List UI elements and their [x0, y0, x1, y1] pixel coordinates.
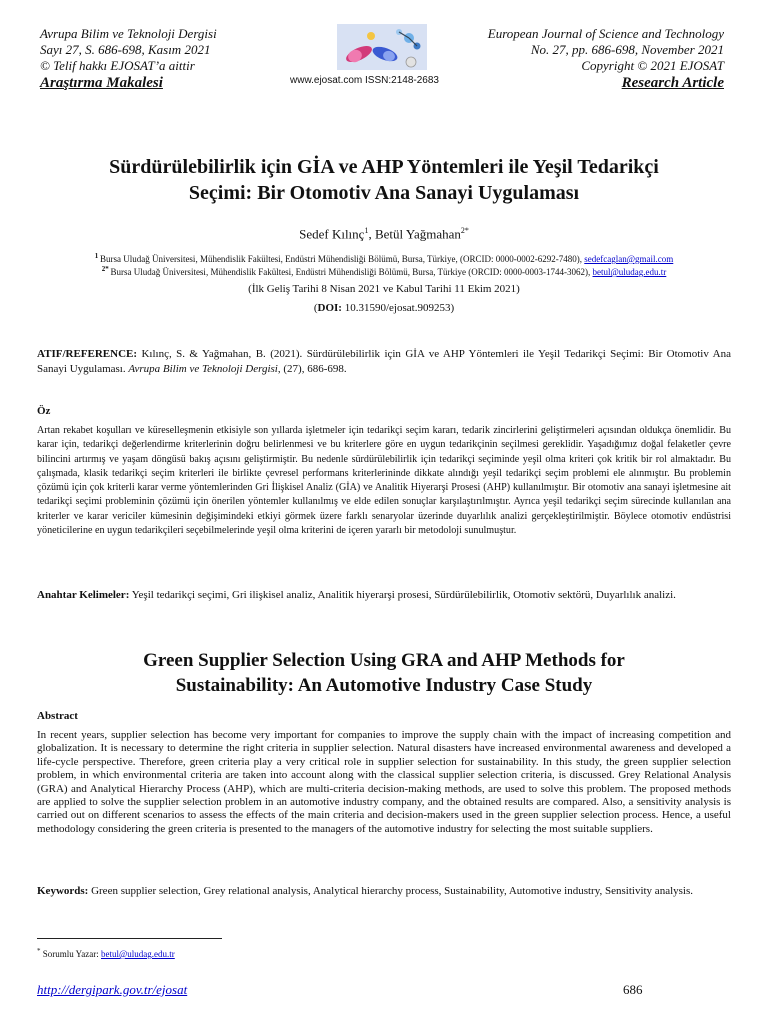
author-list — [40, 226, 728, 242]
molecules-pills-logo-icon — [337, 24, 427, 70]
affiliation-text: Bursa Uludağ Üniversitesi, Mühendislik Fakültesi, Endüstri Mühendisliği Bölümü, Bursa, Türkiye, (ORCID: 0000-0002-6292-7480), — [99, 254, 585, 264]
copyright-tr: © Telif hakkı EJOSAT’a aittir — [40, 58, 195, 73]
footnote-rule — [37, 938, 222, 939]
footnote — [37, 947, 175, 959]
doi-value: 10.31590/ejosat.909253) — [341, 302, 455, 314]
keywords-en-label: Keywords: — [37, 885, 89, 897]
submission-dates: (İlk Geliş Tarihi 8 Nisan 2021 ve Kabul Tarihi 11 Ekim 2021) — [248, 283, 520, 295]
footer-url-link[interactable]: http://dergipark.gov.tr/ejosat — [37, 982, 188, 997]
title-tr-line-2: Seçimi: Bir Otomotiv Ana Sanayi Uygulaması — [188, 182, 580, 204]
author-sup: 2* — [460, 226, 469, 235]
abstract-text: In recent years, supplier selection has become very important for companies to improve the supply chain with the impact of increasing competition and globalization. It is necessary to determine the right criteria in supplier selection. Natural disasters have increased environmental awareness and developed a life-cycle perspective. Therefore, green criteria play a very critical role in supplier selection for sustainability. In this study, the green supplier selection problem, in which environmental criteria are taken into account along with the classical supplier selection criteria, is discussed. Grey Relational Analysis (GRA) and Analytical Hierarchy Process (AHP), which are multi-criteria decision-making methods, are used to solve this problem. The proposed methods are applied to solve the supplier selection problem in an automotive industry company, and the obtained results are compared. Also, a sensitivity analysis is carried out on different scenarios to assess the effects of the main criteria and decision-makers used in the green supplier selection process. Hence, a useful methodology considering the green criteria is presented to the managers of the automotive industry for selecting the most suitable suppliers. — [37, 729, 731, 835]
oz-text: Artan rekabet koşulları ve küreselleşmenin etkisiyle son yıllarda işletmeler için tedarikçi seçim kararı, tedarik zincirlerini geliştirmeleri açısından oldukça önemlidir. Bu karar için, tedarikçi değerlendirme kriterlerinin doğru belirlenmesi ve bu kriterlere göre en uygun tedarikçinin seçilmesi gereklidir. Yaşadığımız doğal felaketler çevre bilincini artırmış ve yaşam döngüsü bakış açısını geliştirmiştir. Bu nedenle sürdürülebilirlik için tedarikçi seçiminde yeşil olma kriteri çok kritik bir rol almaktadır. Bu çalışmada, klasik tedarikçi seçim kriterleri ile birlikte çevresel performans kriterlerininde dikkate alındığı yeşil tedarikçi seçim problemi ele alınmıştır. Bu problemin çözümü için çok kriterli karar verme yöntemlerinden Gri İlişkisel Analiz (GİA) ve Analitik Hiyerarşi Prosesi (AHP) kullanılmıştır. Bir otomotiv ana sanayi işletmesine ait tedarikçi seçimi probleminin çözümü için önerilen yöntemler kullanılmış ve elde edilen sonuçlar karşılaştırılmıştır. Ayrıca yeşil tedarikçi seçim sürecinde kullanılan ana kriterler ve karar vericiler kümesinin değişimindeki etkiyi görmek üzere farklı senaryolar üzerinde duyarlılık analizi gerçekleştirilmiştir. Böylece otomotiv endüstrisi yöneticilerine en uygun tedarikçileri seçebilmelerinde yeşil olma kriterini de içeren yararlı bir metodoloji sunulmuştur. — [37, 425, 731, 537]
journal-name-tr: Avrupa Bilim ve Teknoloji Dergisi — [40, 26, 217, 41]
citation-tail: , (27), 686-698. — [277, 362, 347, 375]
journal-name-en: European Journal of Science and Technology — [487, 26, 724, 41]
journal-header-en — [488, 26, 724, 91]
issue-info-tr: Sayı 27, S. 686-698, Kasım 2021 — [40, 42, 211, 57]
doi-open: ( — [313, 302, 318, 314]
keywords-tr-label: Anahtar Kelimeler: — [37, 589, 130, 601]
citation-block — [37, 347, 731, 376]
doi-line — [40, 302, 728, 314]
footnote-label: Sorumlu Yazar: — [40, 949, 101, 959]
keywords-en-text: Green supplier selection, Grey relational analysis, Analytical hierarchy process, Sustainability, Automotive industry, Sensitivity analysis. — [88, 885, 693, 897]
title-tr — [40, 154, 728, 206]
email-link[interactable]: betul@uludag.edu.tr — [592, 267, 667, 277]
title-en — [40, 648, 728, 698]
title-en-line-1: Green Supplier Selection Using GRA and AHP Methods for — [143, 650, 625, 671]
footnote-email-link[interactable]: betul@uludag.edu.tr — [101, 949, 175, 959]
footnote-sup: * — [37, 947, 41, 955]
issue-info-en: No. 27, pp. 686-698, November 2021 — [530, 42, 724, 57]
author-name: Sedef Kılınç — [299, 226, 365, 242]
affiliation-text: Bursa Uludağ Üniversitesi, Mühendislik Fakültesi, Endüstri Mühendisliği Bölümü, Bursa, Türkiye (ORCID: 0000-0003-1744-3062), — [110, 267, 593, 277]
abstract-heading: Abstract — [37, 710, 78, 722]
journal-header-tr — [40, 26, 217, 91]
citation-label: ATIF/REFERENCE: — [37, 348, 138, 360]
title-en-line-2: Sustainability: An Automotive Industry Case Study — [175, 675, 593, 696]
copyright-en: Copyright © 2021 EJOSAT — [581, 58, 724, 73]
keywords-tr-text: Yeşil tedarikçi seçimi, Gri ilişkisel analiz, Analitik hiyerarşi prosesi, Sürdürülebilirlik, Otomotiv sektörü, Duyarlılık analizi. — [129, 589, 676, 601]
title-tr-line-1: Sürdürülebilirlik için GİA ve AHP Yöntemleri ile Yeşil Tedarikçi — [109, 156, 659, 178]
author-name: Betül Yağmahan — [374, 226, 461, 242]
doi-label: DOI: — [317, 302, 342, 314]
keywords-tr — [37, 588, 731, 602]
affiliation-sup: 2* — [101, 265, 111, 273]
affiliation-2 — [40, 263, 728, 278]
email-link[interactable]: sedefcaglan@gmail.com — [584, 254, 674, 264]
page-number: 686 — [623, 982, 643, 997]
oz-heading: Öz — [37, 405, 51, 417]
affiliation-sup: 1 — [94, 252, 100, 260]
author-sup: 1 — [364, 226, 369, 235]
author-separator: , — [368, 226, 375, 242]
article-type-tr: Araştırma Makalesi — [40, 75, 163, 91]
article-type-en: Research Article — [621, 75, 724, 91]
issn-line: www.ejosat.com ISSN:2148-2683 — [290, 75, 439, 86]
citation-journal: Avrupa Bilim ve Teknoloji Dergisi — [128, 362, 278, 375]
keywords-en — [37, 884, 731, 898]
citation-text: Kılınç, S. & Yağmahan, B. (2021). Sürdürülebilirlik için GİA ve AHP Yöntemleri ile Yeşil Tedarikçi Seçimi: Bir Otomotiv Ana Sanayi Uygulaması. — [37, 348, 731, 375]
